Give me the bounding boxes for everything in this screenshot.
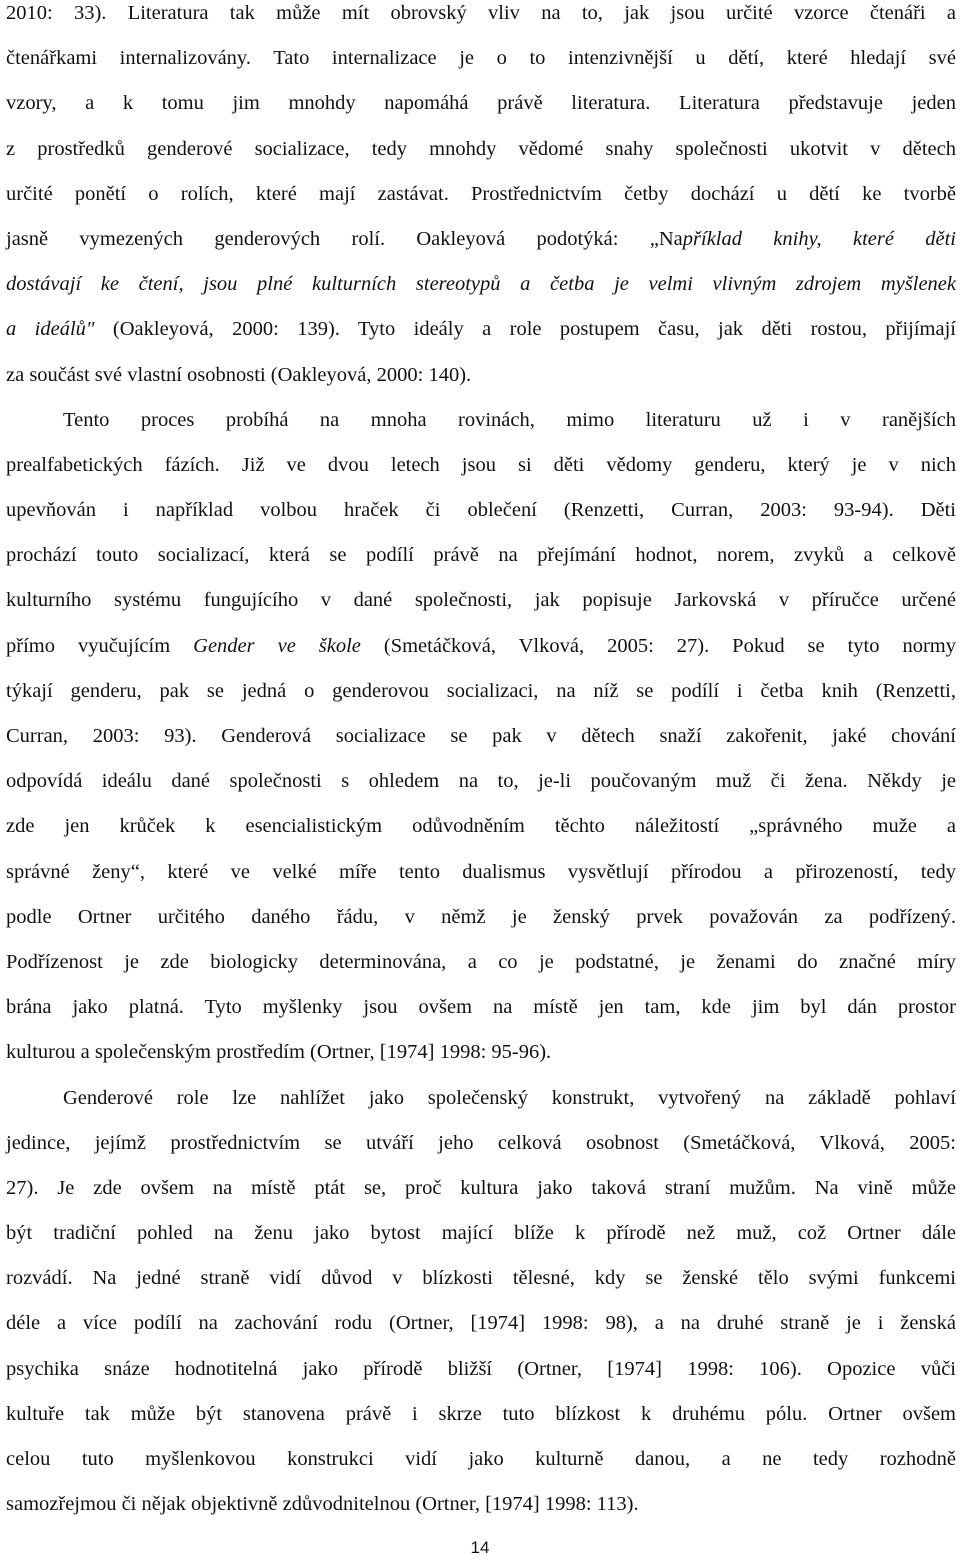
text-line: [6, 443, 956, 488]
text-line: [6, 307, 956, 352]
text-line: [6, 624, 956, 669]
text-line: [6, 262, 956, 307]
page-number: 14: [470, 1538, 490, 1557]
text-line: [6, 985, 956, 1030]
text-line: [6, 533, 956, 578]
text-segment: jasně vymezených genderových rolí. Oakleyová podotýká: „Na: [6, 227, 683, 250]
text-line: [6, 895, 956, 940]
text-segment: kulturního systému fungujícího v dané společnosti, jak popisuje Jarkovská v příručce určené: [6, 589, 956, 612]
text-segment: déle a více podílí na zachování rodu (Ortner, [1974] 1998: 98), a na druhé straně je i ženská: [6, 1312, 956, 1335]
text-segment: psychika snáze hodnotitelná jako přírodě bližší (Ortner, [1974] 1998: 106). Opozice vůči: [6, 1357, 956, 1380]
text-line: [6, 398, 956, 443]
text-segment: zde jen krůček k esencialistickým odůvodněním těchto náležitostí „správného muže a: [6, 815, 956, 838]
italic-text: a ideálů": [6, 318, 95, 341]
italic-text: příklad knihy, které děti: [682, 227, 956, 250]
document-page: [6, 0, 956, 1527]
text-segment: (Smetáčková, Vlková, 2005: 27). Pokud se tyto normy: [360, 634, 956, 657]
text-line: [6, 714, 956, 759]
text-line: [6, 488, 956, 533]
text-segment: celou tuto myšlenkovou konstrukci vidí jako kulturně danou, a ne tedy rozhodně: [6, 1448, 956, 1470]
text-line: [6, 669, 956, 714]
italic-text: dostávají ke čtení, jsou plné kulturních stereotypů a četba je velmi vlivným zdrojem myšlenek: [6, 273, 956, 296]
italic-text: Gender ve škole: [193, 634, 361, 657]
text-segment: odpovídá ideálu dané společnosti s ohledem na to, je-li poučovaným muž či žena. Někdy je: [6, 770, 956, 793]
text-line: [6, 1347, 956, 1392]
text-line: [6, 1211, 956, 1256]
text-segment: kultuře tak může být stanovena právě i skrze tuto blízkost k druhému pólu. Ortner ovšem: [6, 1402, 956, 1425]
text-segment: Podřízenost je zde biologicky determinována, a co je podstatné, je ženami do značné míry: [6, 950, 956, 973]
text-segment: jedince, jejímž prostřednictvím se utváří jeho celková osobnost (Smetáčková, Vlková, 2005:: [6, 1131, 956, 1154]
text-segment: vzory, a k tomu jim mnohdy napomáhá právě literatura. Literatura představuje jeden: [6, 92, 956, 115]
text-line: [6, 36, 956, 81]
text-segment: 2010: 33). Literatura tak může mít obrovský vliv na to, jak jsou určité vzorce čtenáři a: [6, 2, 956, 24]
text-line: [6, 1437, 956, 1482]
text-line: [6, 1076, 956, 1121]
text-line: [6, 217, 956, 262]
text-segment: být tradiční pohled na ženu jako bytost mající blíže k přírodě než muž, což Ortner dále: [6, 1222, 956, 1245]
text-segment: z prostředků genderové socializace, tedy mnohdy vědomé snahy společnosti ukotvit v dětech: [6, 137, 956, 160]
text-line: [6, 81, 956, 126]
text-line: [6, 804, 956, 849]
text-segment: Genderové role lze nahlížet jako společenský konstrukt, vytvořený na základě pohlaví: [63, 1086, 956, 1109]
text-segment: upevňován i například volbou hraček či oblečení (Renzetti, Curran, 2003: 93-94). Děti: [6, 499, 956, 522]
text-segment: podle Ortner určitého daného řádu, v němž je ženský prvek považován za podřízený.: [6, 905, 956, 928]
text-line: [6, 940, 956, 985]
text-line: [6, 1166, 956, 1211]
text-line: [6, 1121, 956, 1166]
text-segment: kulturou a společenským prostředím (Ortner, [1974] 1998: 95-96).: [6, 1041, 552, 1064]
text-segment: přímo vyučujícím: [6, 634, 194, 657]
text-line: [6, 759, 956, 804]
text-segment: 27). Je zde ovšem na místě ptát se, proč kultura jako taková straní mužům. Na vině může: [6, 1176, 956, 1199]
text-segment: čtenářkami internalizovány. Tato internalizace je o to intenzivnější u dětí, které hledají své: [6, 47, 956, 70]
text-line: [6, 172, 956, 217]
text-segment: (Oakleyová, 2000: 139). Tyto ideály a role postupem času, jak děti rostou, přijímají: [94, 318, 956, 341]
paragraph: [6, 0, 956, 398]
text-line: [6, 1482, 956, 1527]
text-line: [6, 1392, 956, 1437]
text-segment: Tento proces probíhá na mnoha rovinách, mimo literaturu už i v ranějších: [63, 408, 956, 431]
text-line: [6, 578, 956, 623]
text-segment: prealfabetických fázích. Již ve dvou letech jsou si děti vědomy genderu, který je v nich: [6, 453, 956, 476]
text-segment: za součást své vlastní osobnosti (Oakleyová, 2000: 140).: [6, 363, 472, 386]
text-segment: týkají genderu, pak se jedná o genderovou socializaci, na níž se podílí i četba knih (Renzetti,: [6, 679, 956, 702]
text-segment: prochází touto socializací, která se podílí právě na přejímání hodnot, norem, zvyků a celkově: [6, 544, 956, 567]
text-line: [6, 0, 956, 36]
paragraph: [6, 398, 956, 1076]
text-line: [6, 1301, 956, 1346]
paragraph: [6, 1076, 956, 1528]
text-line: [6, 1256, 956, 1301]
text-segment: určité ponětí o rolích, které mají zastávat. Prostřednictvím četby dochází u dětí ke tvorbě: [6, 182, 956, 205]
text-segment: samozřejmou či nějak objektivně zdůvodnitelnou (Ortner, [1974] 1998: 113).: [6, 1493, 639, 1516]
text-segment: správné ženy“, které ve velké míře tento dualismus vysvětlují přírodou a přirozeností, tedy: [6, 860, 956, 883]
text-line: [6, 353, 956, 398]
text-segment: Curran, 2003: 93). Genderová socializace se pak v dětech snaží zakořenit, jaké chování: [6, 725, 956, 747]
text-line: [6, 127, 956, 172]
text-segment: brána jako platná. Tyto myšlenky jsou ovšem na místě jen tam, kde jim byl dán prostor: [6, 996, 956, 1019]
text-segment: rozvádí. Na jedné straně vidí důvod v blízkosti tělesné, kdy se ženské tělo svými funkcemi: [6, 1267, 956, 1290]
text-line: [6, 850, 956, 895]
text-line: [6, 1030, 956, 1075]
